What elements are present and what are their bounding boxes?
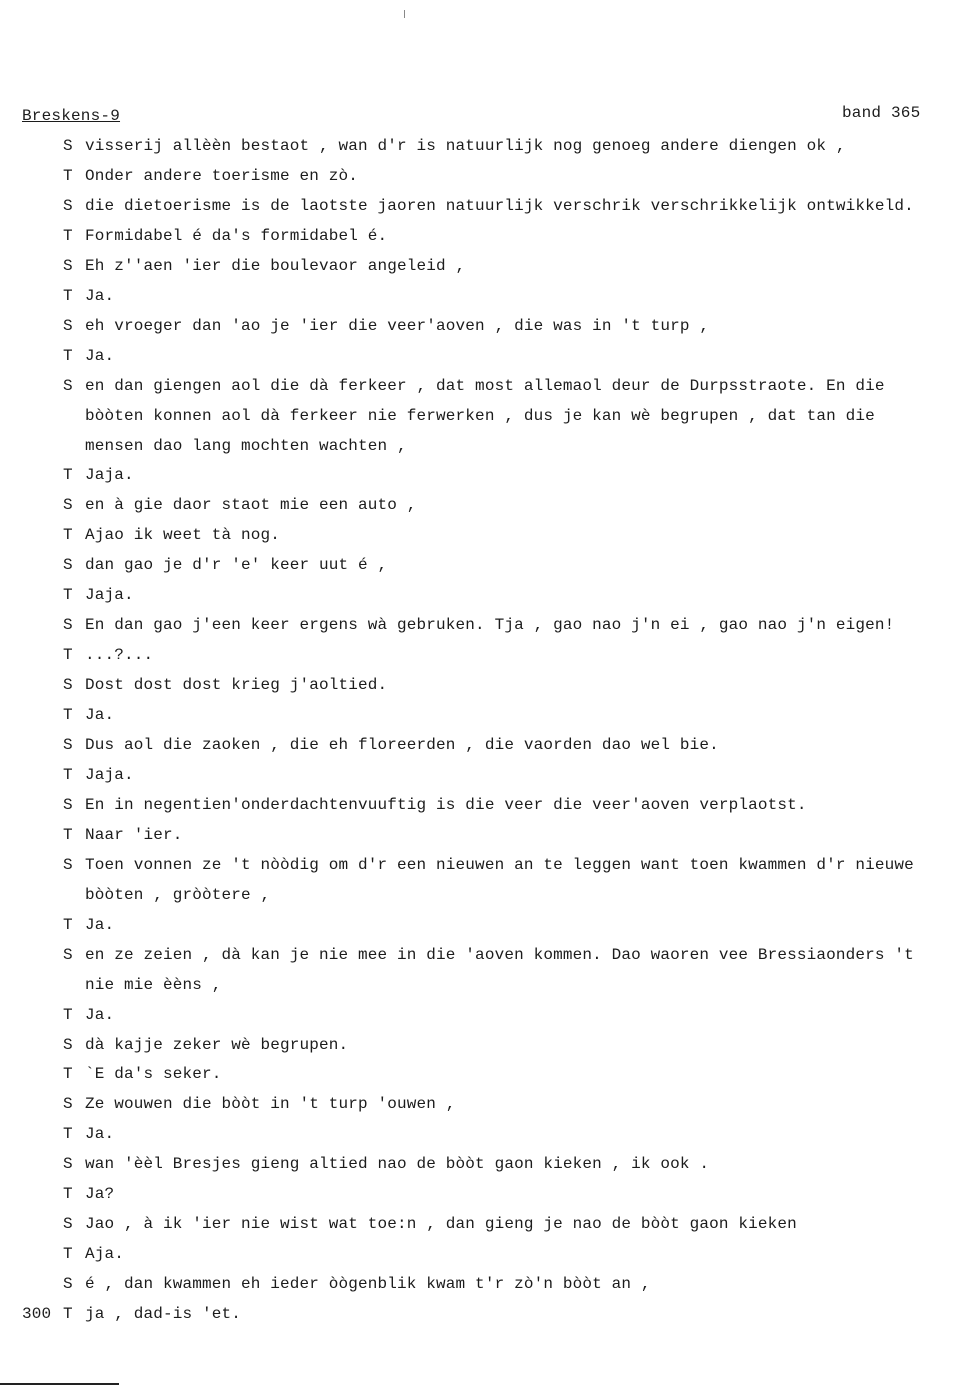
speaker-label: S <box>63 496 73 515</box>
speaker-label: S <box>63 316 73 335</box>
utterance-text: Jaja. <box>85 765 134 784</box>
speaker-label: S <box>63 1155 73 1174</box>
utterance-text: dà kajje zeker wè begrupen. <box>85 1035 349 1054</box>
speaker-label: S <box>63 376 73 395</box>
speaker-label: S <box>63 736 73 754</box>
speaker-label: S <box>63 256 73 275</box>
utterance-text: en ze zeien , dà kan je nie mee in die 'aoven kommen. Dao waoren vee Bressiaonders 't <box>85 945 914 964</box>
document-id: Breskens-9 <box>22 107 121 125</box>
utterance-text: bòòten konnen aol dà ferkeer nie ferwerken , dus je kan wè begrupen , dat tan die <box>85 406 875 425</box>
speaker-label: S <box>63 1275 73 1294</box>
speaker-label: T <box>63 765 73 784</box>
utterance-text: Ja. <box>85 1125 115 1144</box>
speaker-label: T <box>63 1125 73 1144</box>
speaker-label: S <box>63 556 73 575</box>
speaker-label: S <box>63 795 73 814</box>
speaker-label: S <box>63 616 73 635</box>
utterance-text: Toen vonnen ze 't nòòdig om d'r een nieuwen an te leggen want toen kwammen d'r nieuwe <box>85 855 914 874</box>
speaker-label: T <box>63 1245 73 1264</box>
speaker-label: T <box>63 1305 73 1323</box>
utterance-text: Formidabel é da's formidabel é. <box>85 226 388 245</box>
speaker-label: T <box>63 915 73 934</box>
utterance-text: Ajao ik weet tà nog. <box>85 526 281 545</box>
utterance-text: nie mie èèns , <box>85 975 222 994</box>
speaker-label: T <box>63 646 73 665</box>
punch-mark <box>404 10 405 18</box>
utterance-text: Ja. <box>85 346 115 365</box>
speaker-label: T <box>63 346 73 365</box>
speaker-label: T <box>63 226 73 245</box>
utterance-text: die dietoerisme is de laotste jaoren natuurlijk verschrik verschrikkelijk ontwikkeld. <box>85 196 914 215</box>
speaker-label: S <box>63 945 73 964</box>
utterance-text: Jaja. <box>85 466 134 485</box>
line-number: 300 <box>22 1305 52 1323</box>
speaker-label: T <box>63 706 73 724</box>
speaker-label: S <box>63 855 73 874</box>
speaker-label: T <box>63 1065 73 1084</box>
utterance-text: mensen dao lang mochten wachten , <box>85 436 407 455</box>
speaker-label: S <box>63 137 73 155</box>
speaker-label: T <box>63 825 73 844</box>
utterance-text: bòòten , gròòtere , <box>85 885 271 904</box>
speaker-label: S <box>63 676 73 695</box>
utterance-text: ...?... <box>85 646 154 665</box>
utterance-text: Onder andere toerisme en zò. <box>85 166 359 185</box>
utterance-text: Ja. <box>85 915 115 934</box>
utterance-text: Ze wouwen die bòòt in 't turp 'ouwen , <box>85 1095 456 1114</box>
utterance-text: Ja. <box>85 286 115 305</box>
utterance-text: eh vroeger dan 'ao je 'ier die veer'aoven , die was in 't turp , <box>85 316 710 335</box>
utterance-text: ja , dad-is 'et. <box>85 1305 242 1323</box>
speaker-label: T <box>63 526 73 545</box>
utterance-text: dan gao je d'r 'e' keer uut é , <box>85 556 388 575</box>
utterance-text: Ja. <box>85 706 115 724</box>
speaker-label: S <box>63 1035 73 1054</box>
speaker-label: T <box>63 1185 73 1204</box>
utterance-text: En in negentien'onderdachtenvuuftig is die veer die veer'aoven verplaotst. <box>85 795 807 814</box>
speaker-label: T <box>63 466 73 485</box>
speaker-label: S <box>63 1095 73 1114</box>
band-label: band 365 <box>842 104 921 122</box>
utterance-text: Naar 'ier. <box>85 825 183 844</box>
speaker-label: T <box>63 166 73 185</box>
speaker-label: T <box>63 1005 73 1024</box>
utterance-text: En dan gao j'een keer ergens wà gebruken. Tja , gao nao j'n ei , gao nao j'n eigen! <box>85 616 895 635</box>
utterance-text: en dan giengen aol die dà ferkeer , dat most allemaol deur de Durpsstraote. En die <box>85 376 885 395</box>
utterance-text: Eh z''aen 'ier die boulevaor angeleid , <box>85 256 466 275</box>
speaker-label: T <box>63 586 73 605</box>
utterance-text: wan 'èèl Bresjes gieng altied nao de bòòt gaon kieken , ik ook . <box>85 1155 710 1174</box>
utterance-text: Ja. <box>85 1005 115 1024</box>
speaker-label: S <box>63 196 73 215</box>
utterance-text: en à gie daor staot mie een auto , <box>85 496 417 515</box>
utterance-text: `E da's seker. <box>85 1065 222 1084</box>
speaker-label: T <box>63 286 73 305</box>
utterance-text: é , dan kwammen eh ieder òògenblik kwam t'r zò'n bòòt an , <box>85 1275 651 1294</box>
footer-rule <box>0 1383 119 1385</box>
utterance-text: visserij allèèn bestaot , wan d'r is natuurlijk nog genoeg andere diengen ok , <box>85 137 846 155</box>
speaker-label: S <box>63 1215 73 1234</box>
utterance-text: Jao , à ik 'ier nie wist wat toe:n , dan gieng je nao de bòòt gaon kieken <box>85 1215 797 1234</box>
utterance-text: Dost dost dost krieg j'aoltied. <box>85 676 388 695</box>
utterance-text: Aja. <box>85 1245 125 1264</box>
utterance-text: Ja? <box>85 1185 115 1204</box>
utterance-text: Dus aol die zaoken , die eh floreerden , die vaorden dao wel bie. <box>85 736 719 754</box>
utterance-text: Jaja. <box>85 586 134 605</box>
